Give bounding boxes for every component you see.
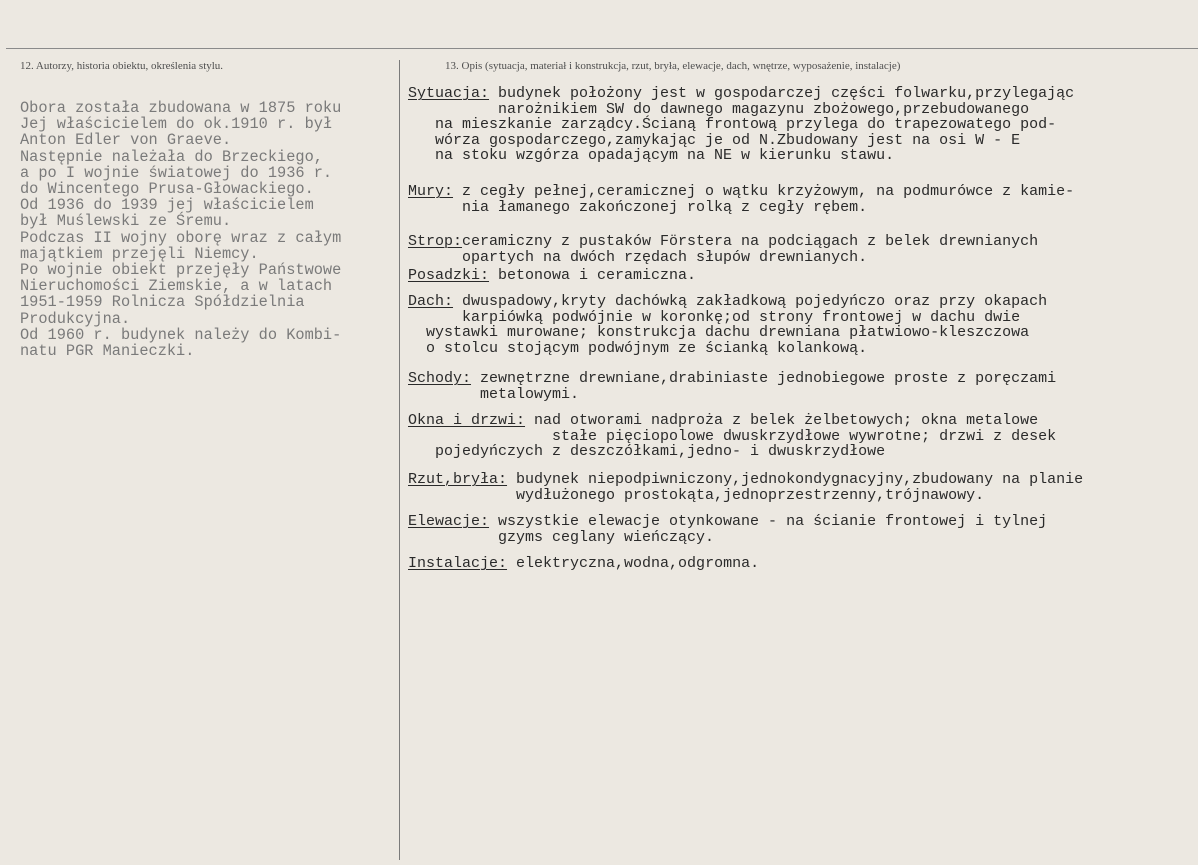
- description-line-text: na stoku wzgórza opadającym na NE w kierunku stawu.: [408, 147, 895, 165]
- history-line: Jej właścicielem do ok.1910 r. był: [20, 115, 333, 134]
- description-line: [408, 102, 1074, 118]
- description-line-text: o stolcu stojącym podwójnym ze ścianką kolankową.: [408, 339, 868, 357]
- description-line-text: budynek położony jest w gospodarczej części folwarku,przylegając: [489, 85, 1075, 102]
- description-line-text: wórza gospodarczego,zamykając je od N.Zbudowany jest na osi W - E: [408, 131, 1021, 149]
- description-section: [408, 472, 1083, 503]
- description-line-text: karpiówką podwójnie w koronkę;od strony frontowej w dachu dwie: [408, 308, 1021, 326]
- section-label: Posadzki:: [408, 267, 490, 284]
- description-line: [408, 117, 1074, 133]
- history-line: natu PGR Manieczki.: [20, 342, 195, 361]
- description-line: [408, 310, 1047, 326]
- description-line: [408, 371, 1056, 387]
- section-12-header: 12. Autorzy, historia obiektu, określenia stylu.: [20, 60, 224, 72]
- description-section: [408, 413, 1056, 460]
- description-line: [408, 148, 1074, 164]
- section-label: Instalacje:: [408, 555, 508, 572]
- description-line: [408, 86, 1074, 102]
- history-line: był Muślewski ze Śremu.: [20, 212, 232, 231]
- history-line: Podczas II wojny oborę wraz z całym: [20, 228, 342, 247]
- description-line-text: wystawki murowane; konstrukcja dachu drewniana płatwiowo-kleszczowa: [408, 324, 1030, 342]
- history-line: Następnie należała do Brzeckiego,: [20, 147, 323, 166]
- description-section: [408, 86, 1074, 164]
- description-section: [408, 184, 1074, 215]
- description-section: [408, 514, 1047, 545]
- description-section: [408, 234, 1038, 265]
- description-line: [408, 234, 1038, 250]
- history-line: 1951-1959 Rolnicza Spółdzielnia: [20, 293, 305, 312]
- section-label: Dach:: [408, 293, 454, 310]
- description-line: [408, 530, 1047, 546]
- description-line: [408, 429, 1056, 445]
- column-divider: [399, 60, 400, 860]
- description-line-text: elektryczna,wodna,odgromna.: [507, 555, 760, 572]
- top-rule: [6, 48, 1198, 49]
- description-line-text: wydłużonego prostokąta,jednoprzestrzenny,trójnawowy.: [408, 486, 985, 504]
- history-line: do Wincentego Prusa-Głowackiego.: [20, 180, 314, 199]
- description-section: [408, 371, 1056, 402]
- description-line-text: narożnikiem SW do dawnego magazynu zbożowego,przebudowanego: [408, 100, 1030, 118]
- description-line-text: wszystkie elewacje otynkowane - na ścianie frontowej i tylnej: [489, 513, 1048, 530]
- description-line: [408, 556, 759, 572]
- description-line: [408, 444, 1056, 460]
- section-label: Rzut,bryła:: [408, 471, 508, 488]
- history-line: a po I wojnie światowej do 1936 r.: [20, 163, 333, 182]
- section-label: Mury:: [408, 183, 454, 200]
- description-line-text: gzyms ceglany wieńczący.: [408, 528, 715, 546]
- description-line-text: metalowymi.: [408, 385, 580, 403]
- section-label: Schody:: [408, 370, 472, 387]
- section-label: Sytuacja:: [408, 85, 490, 102]
- history-line: Nieruchomości Ziemskie, a w latach: [20, 277, 333, 296]
- description-line-text: budynek niepodpiwniczony,jednokondygnacyjny,zbudowany na planie: [507, 471, 1084, 488]
- history-line: Produkcyjna.: [20, 309, 131, 328]
- history-line: Obora została zbudowana w 1875 roku: [20, 99, 342, 117]
- description-line: [408, 341, 1047, 357]
- history-line: Anton Edler von Graeve.: [20, 131, 232, 150]
- description-line-text: dwuspadowy,kryty dachówką zakładkową pojedyńczo oraz przy okapach: [453, 293, 1048, 310]
- section-label: Okna i drzwi:: [408, 412, 526, 429]
- description-line-text: opartych na dwóch rzędach słupów drewnianych.: [408, 248, 868, 266]
- description-line: [408, 413, 1056, 429]
- description-section: [408, 294, 1047, 356]
- history-line: Po wojnie obiekt przejęły Państwowe: [20, 261, 342, 280]
- description-line: [408, 514, 1047, 530]
- history-line: majątkiem przejęli Niemcy.: [20, 244, 259, 263]
- history-text: [20, 100, 392, 359]
- description-section: [408, 268, 696, 284]
- description-line-text: betonowa i ceramiczna.: [489, 267, 697, 284]
- description-line-text: ceramiczny z pustaków Förstera na podciągach z belek drewnianych: [462, 233, 1039, 250]
- description-line: [408, 268, 696, 284]
- history-line: Od 1936 do 1939 jej właścicielem: [20, 196, 314, 215]
- description-line: [408, 387, 1056, 403]
- description-line: [408, 472, 1083, 488]
- description-line-text: nia łamanego zakończonej rolką z cegły rębem.: [408, 198, 868, 216]
- description-line-text: nad otworami nadproża z belek żelbetowych; okna metalowe: [525, 412, 1039, 429]
- description-line: [408, 325, 1047, 341]
- description-line: [408, 200, 1074, 216]
- history-line: Od 1960 r. budynek należy do Kombi-: [20, 325, 342, 344]
- description-section: [408, 556, 759, 572]
- description-line-text: na mieszkanie zarządcy.Ścianą frontową przylega do trapezowatego pod-: [408, 116, 1057, 134]
- description-line-text: zewnętrzne drewniane,drabiniaste jednobiegowe proste z poręczami: [471, 370, 1057, 387]
- section-label: Strop:: [408, 233, 463, 250]
- description-line-text: stałe pięciopolowe dwuskrzydłowe wywrotne; drzwi z desek: [408, 427, 1057, 445]
- description-line-text: pojedyńczych z deszczółkami,jedno- i dwuskrzydłowe: [408, 443, 886, 461]
- description-line-text: z cegły pełnej,ceramicznej o wątku krzyżowym, na podmurówce z kamie-: [453, 183, 1075, 200]
- section-label: Elewacje:: [408, 513, 490, 530]
- description-line: [408, 250, 1038, 266]
- description-line: [408, 294, 1047, 310]
- description-line: [408, 184, 1074, 200]
- description-line: [408, 488, 1083, 504]
- section-13-header: 13. Opis (sytuacja, materiał i konstrukcja, rzut, bryła, elewacje, dach, wnętrze, wyposażenie, instalacje): [445, 60, 901, 72]
- description-line: [408, 133, 1074, 149]
